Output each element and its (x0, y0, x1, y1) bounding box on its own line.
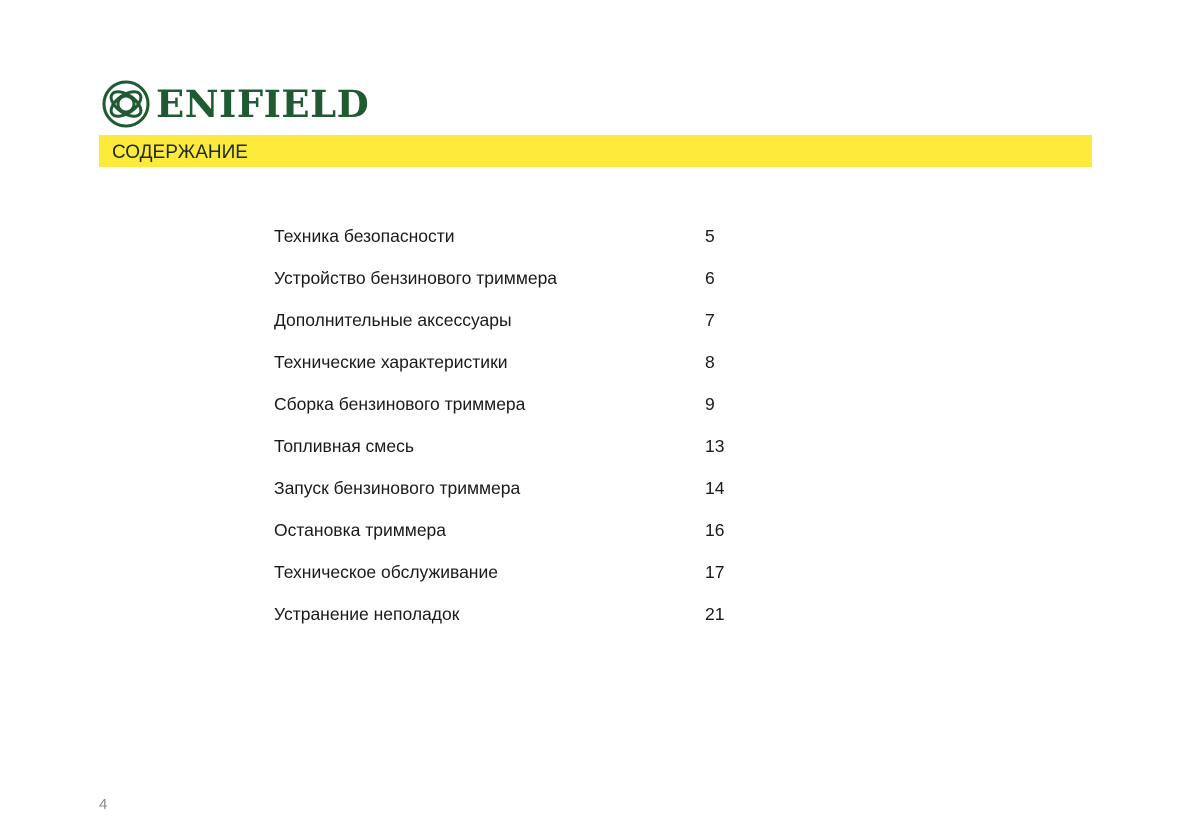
toc-entry-page: 6 (705, 268, 715, 288)
toc-entry-title: Сборка бензинового триммера (274, 394, 526, 414)
toc-entry-page: 8 (705, 352, 715, 372)
toc-entry-page: 17 (705, 562, 725, 582)
toc-entry-title: Дополнительные аксессуары (274, 310, 512, 330)
table-of-contents (274, 222, 774, 642)
toc-entry-title: Технические характеристики (274, 352, 508, 372)
brand-name: ENIFIELD (156, 82, 370, 126)
toc-entry-page: 7 (705, 310, 715, 330)
toc-entry[interactable] (274, 264, 774, 306)
brand-logo (101, 78, 369, 130)
toc-entry[interactable] (274, 558, 774, 600)
toc-entry-title: Запуск бензинового триммера (274, 478, 521, 498)
toc-entry-title: Техника безопасности (274, 226, 455, 246)
toc-entry[interactable] (274, 516, 774, 558)
toc-entry[interactable] (274, 432, 774, 474)
toc-entry-page: 14 (705, 478, 725, 498)
toc-entry-title: Устранение неполадок (274, 604, 460, 624)
toc-entry[interactable] (274, 390, 774, 432)
toc-entry-page: 21 (705, 604, 725, 624)
toc-entry[interactable] (274, 222, 774, 264)
toc-entry[interactable] (274, 306, 774, 348)
section-title: СОДЕРЖАНИЕ (112, 142, 248, 163)
toc-entry[interactable] (274, 348, 774, 390)
interlocking-rings-icon (101, 79, 151, 129)
toc-entry-title: Остановка триммера (274, 520, 447, 540)
toc-entry-title: Техническое обслуживание (274, 562, 498, 582)
section-header-bar (99, 135, 1092, 167)
toc-entry-page: 16 (705, 520, 725, 540)
toc-entry-page: 9 (705, 394, 715, 414)
page-number: 4 (99, 796, 108, 813)
toc-entry-page: 13 (705, 436, 725, 456)
toc-entry[interactable] (274, 474, 774, 516)
toc-entry-page: 5 (705, 226, 715, 246)
toc-entry-title: Устройство бензинового триммера (274, 268, 558, 288)
toc-entry-title: Топливная смесь (274, 436, 414, 456)
toc-entry[interactable] (274, 600, 774, 642)
